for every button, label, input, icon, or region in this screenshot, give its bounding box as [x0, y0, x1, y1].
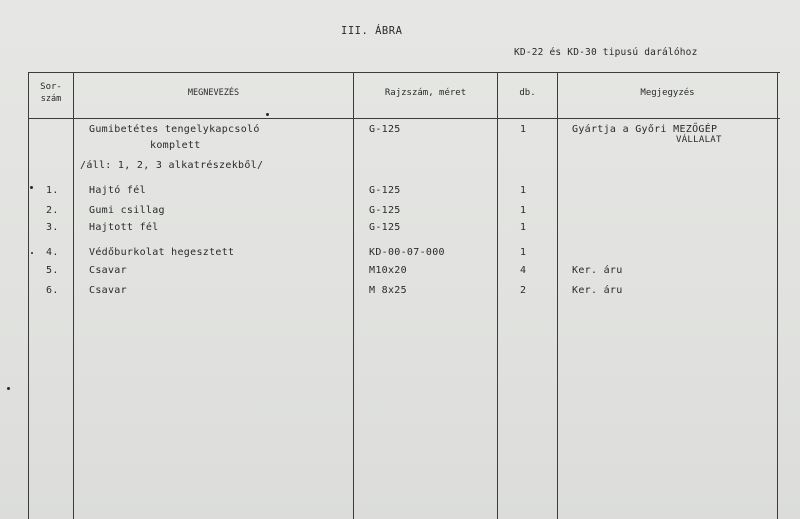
- row-4-index: 4.: [46, 247, 59, 258]
- column-divider-qty: [557, 72, 558, 519]
- row-1-drawing: G-125: [369, 185, 401, 196]
- row-5-index: 5.: [46, 265, 59, 276]
- column-divider-name: [353, 72, 354, 519]
- row-6-index: 6.: [46, 285, 59, 296]
- assembly-name-line3: /áll: 1, 2, 3 alkatrészekből/: [80, 160, 264, 171]
- assembly-name-line1: Gumibetétes tengelykapcsoló: [89, 124, 260, 135]
- assembly-drawing: G-125: [369, 124, 401, 135]
- column-divider-index: [73, 72, 74, 519]
- table-header-divider: [28, 118, 780, 119]
- assembly-note-line2: VÁLLALAT: [676, 135, 722, 145]
- row-4-qty: 1: [520, 247, 527, 258]
- row-1-qty: 1: [520, 185, 527, 196]
- row-2-name: Gumi csillag: [89, 205, 165, 216]
- row-4-drawing: KD-00-07-000: [369, 247, 445, 258]
- row-4-name: Védőburkolat hegesztett: [89, 247, 235, 258]
- row-5-qty: 4: [520, 265, 527, 276]
- row-6-qty: 2: [520, 285, 527, 296]
- row-3-index: 3.: [46, 222, 59, 233]
- table-left-border: [28, 72, 29, 519]
- document-subtitle: KD-22 és KD-30 tipusú darálóhoz: [514, 47, 698, 58]
- row-3-name: Hajtott fél: [89, 222, 159, 233]
- table-right-border: [777, 72, 778, 519]
- row-6-name: Csavar: [89, 285, 127, 296]
- row-5-note: Ker. áru: [572, 265, 623, 276]
- ink-speck: [31, 252, 33, 254]
- ink-speck: [7, 387, 10, 390]
- row-5-name: Csavar: [89, 265, 127, 276]
- header-index-line1: Sor-: [40, 82, 62, 92]
- header-qty: db.: [519, 88, 536, 98]
- row-5-drawing: M10x20: [369, 265, 407, 276]
- header-note: Megjegyzés: [640, 88, 695, 98]
- row-3-qty: 1: [520, 222, 527, 233]
- header-name: MEGNEVEZÉS: [187, 88, 240, 98]
- row-2-qty: 1: [520, 205, 527, 216]
- row-2-index: 2.: [46, 205, 59, 216]
- row-2-drawing: G-125: [369, 205, 401, 216]
- row-6-drawing: M 8x25: [369, 285, 407, 296]
- ink-speck: [266, 113, 269, 116]
- column-divider-drawing: [497, 72, 498, 519]
- row-3-drawing: G-125: [369, 222, 401, 233]
- row-6-note: Ker. áru: [572, 285, 623, 296]
- assembly-name-line2: komplett: [150, 140, 201, 151]
- ink-speck: [30, 186, 33, 189]
- assembly-qty: 1: [520, 124, 527, 135]
- header-drawing: Rajzszám, méret: [384, 88, 467, 98]
- assembly-note-line1: Gyártja a Győri MEZŐGÉP: [572, 124, 718, 135]
- row-1-name: Hajtó fél: [89, 185, 146, 196]
- table-top-border: [28, 72, 780, 73]
- row-1-index: 1.: [46, 185, 59, 196]
- header-index-line2: szám: [40, 94, 62, 104]
- document-title: III. ÁBRA: [341, 25, 403, 37]
